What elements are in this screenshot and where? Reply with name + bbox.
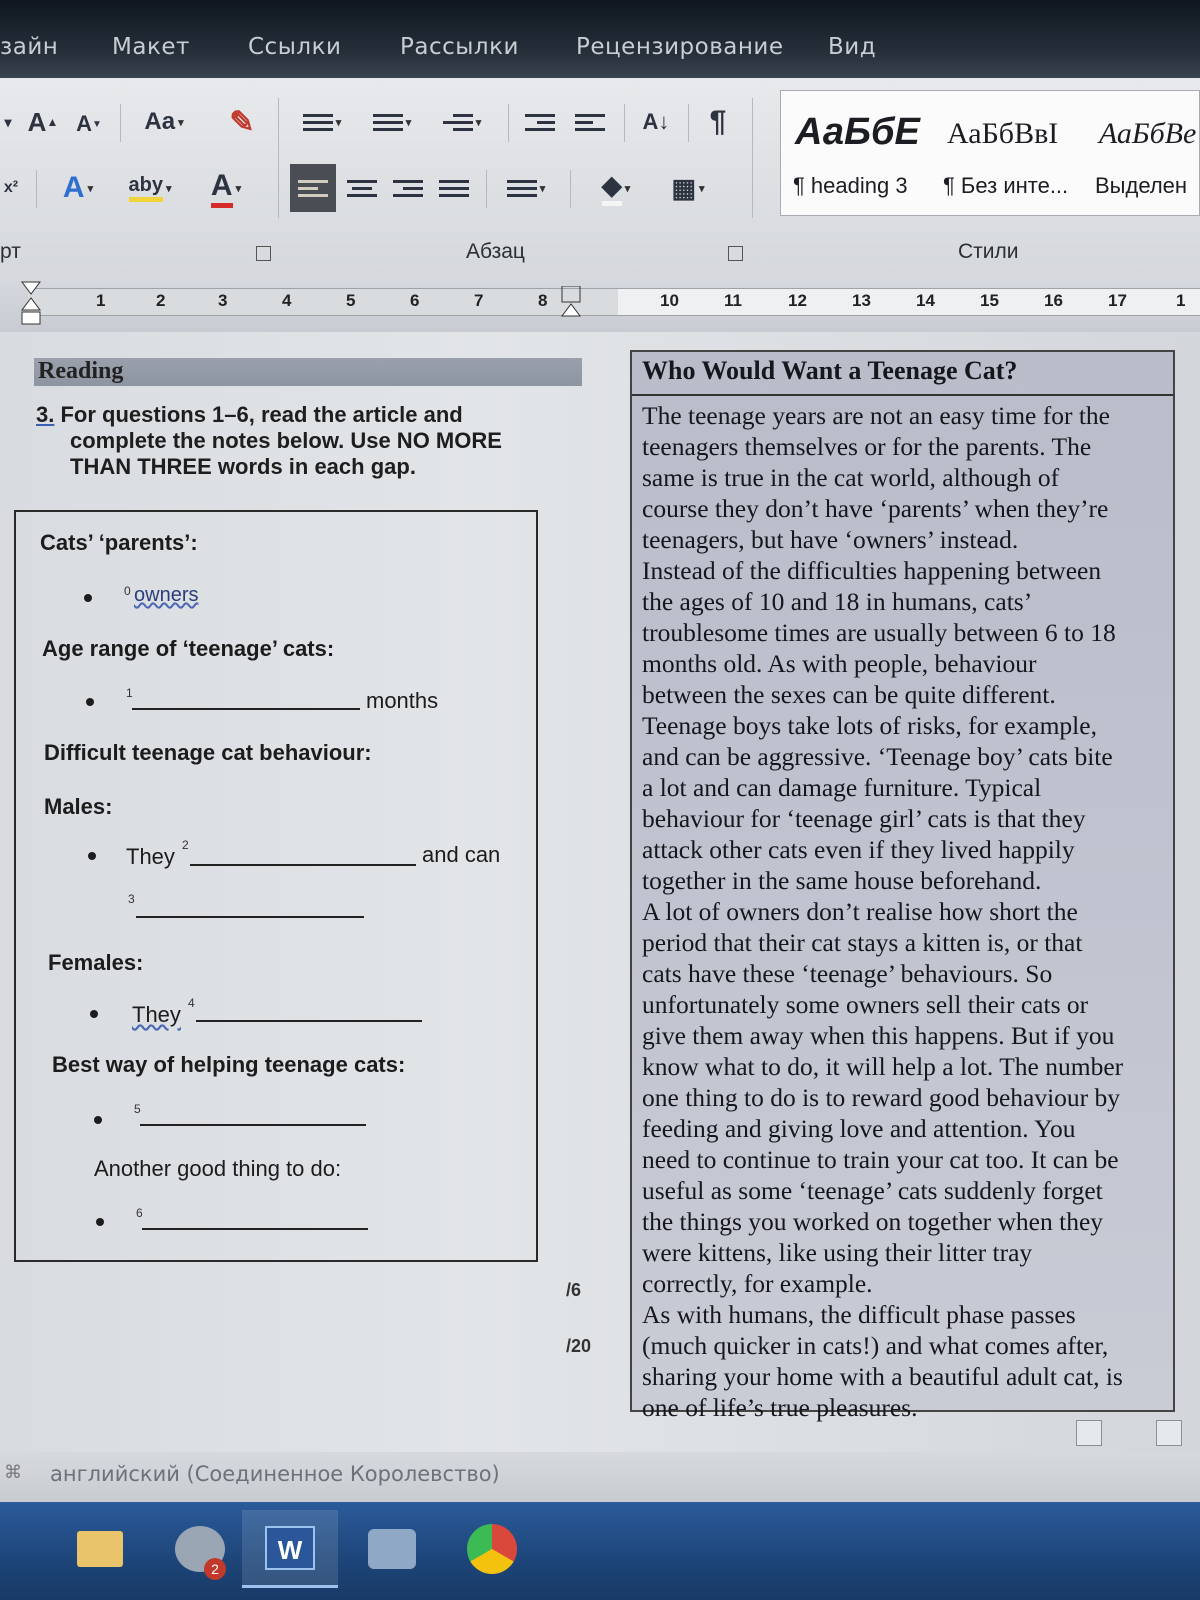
ruler-tick: 6 [410,291,420,310]
article-line: A lot of owners don’t realise how short the [642,897,1078,926]
article-line: useful as some ‘teenage’ cats suddenly forget [642,1176,1103,1205]
ruler-tick: 5 [346,291,356,310]
ruler-tick: 1 [96,291,106,310]
article-line: attack other cats even if they lived happily [642,835,1075,864]
ribbon-tab-bar [0,0,1200,78]
change-case-label: Aa [144,108,176,135]
style-name-heading3[interactable]: ¶ heading 3 [793,173,908,198]
answer-gap-5[interactable] [140,1124,366,1126]
note-months: months [366,688,439,713]
separator [36,170,37,208]
article-line: teenagers, but have ‘owners’ instead. [642,525,1019,554]
increase-indent-button[interactable] [570,102,610,142]
note-females: Females: [48,950,144,975]
tab-references[interactable]: Ссылки [248,34,342,60]
decrease-indent-button[interactable] [520,102,560,142]
note-age-range: Age range of ‘teenage’ cats: [42,636,335,661]
notification-badge: 2 [204,1558,226,1580]
answer-gap-4[interactable] [196,1020,422,1022]
clear-formatting-button[interactable] [222,102,262,142]
styles-gallery [780,90,1200,216]
article-box [630,350,1175,1422]
article-line: a lot and can damage furniture. Typical [642,773,1042,802]
gap-number: 2 [182,838,189,852]
read-mode-icon[interactable] [1076,1420,1102,1446]
article-line: between the sexes can be quite different. [642,680,1056,709]
answer-gap-3[interactable] [136,916,364,918]
article-line: one of life’s true pleasures. [642,1393,918,1422]
sort-button[interactable] [636,102,676,142]
tab-design[interactable]: зайн [0,34,59,60]
superscript-button[interactable] [0,168,22,208]
borders-icon: ▦ [671,172,697,203]
document-page[interactable] [0,332,1200,1452]
note-they-female: They [132,1002,181,1027]
article-line: sharing your home with a beautiful adult cat, is [642,1362,1123,1391]
bullets-icon [303,110,333,135]
ruler-tick: 16 [1044,291,1063,310]
gap-number: 4 [188,996,195,1010]
pilcrow-icon: ¶ [709,105,727,138]
change-case-button[interactable]: Aa ▾ [144,108,184,135]
decrease-indent-icon [525,110,555,135]
article-line: one thing to do is to reward good behaviour by [642,1083,1121,1112]
article-line: period that their cat stays a kitten is, or that [642,928,1083,957]
article-line: the ages of 10 and 18 in humans, cats’ [642,587,1033,616]
article-line: teenagers themselves or for the parents. The [642,432,1092,461]
ruler-tick: 14 [916,291,935,310]
multilevel-list-button[interactable]: ▾ [430,102,494,142]
ruler-strip [28,288,1200,316]
grow-font-button[interactable]: A ▲ [27,106,59,137]
eraser-icon: ✎ [229,105,255,139]
separator [508,104,509,142]
app-icon [368,1529,416,1569]
tab-mailings[interactable]: Рассылки [400,34,519,60]
article-line: feeding and giving love and attention. You [642,1114,1076,1143]
text-effects-button[interactable]: A ▾ [62,171,94,204]
gap-number: 5 [134,1102,141,1116]
article-line: same is true in the cat world, although of [642,463,1060,492]
note-cats-parents: Cats’ ‘parents’: [40,530,198,555]
bullet [84,594,92,602]
bullet [94,1116,102,1124]
article-line: troublesome times are usually between 6 to 18 [642,618,1116,647]
ruler-tick: 3 [218,291,228,310]
article-line: and can be aggressive. ‘Teenage boy’ cats bite [642,742,1113,771]
highlighter-icon: aby [129,174,163,202]
taskbar-app[interactable] [344,1510,440,1588]
article-line: (much quicker in cats!) and what comes after, [642,1331,1109,1360]
note-they: They [126,844,175,869]
task-instructions [36,402,556,480]
tab-view[interactable]: Вид [828,34,877,60]
chrome-icon [467,1524,517,1574]
section-heading-bar [34,358,582,386]
font-dialog-launcher-icon[interactable] [256,246,271,261]
align-left-button[interactable] [290,164,336,212]
multilevel-list-icon [443,110,473,135]
ruler-tick: 12 [788,291,807,310]
instructions-line2: complete the notes below. Use NO MORE [70,428,502,453]
ruler-tick: 2 [156,291,166,310]
taskbar-word[interactable] [242,1510,338,1588]
tab-review[interactable]: Рецензирование [576,34,784,60]
article-line: correctly, for example. [642,1269,873,1298]
word-icon: W [265,1526,315,1570]
ruler-text-area [28,289,618,315]
justify-icon [439,176,469,201]
numbering-button[interactable]: ▾ [360,102,424,142]
task-number: 3. [36,402,55,427]
article-line: months old. As with people, behaviour [642,649,1037,678]
article-line: course they don’t have ‘parents’ when they’re [642,494,1109,523]
align-right-button[interactable] [388,168,428,208]
paragraph-dialog-launcher-icon[interactable] [728,246,743,261]
answer-gap-2[interactable] [190,864,416,866]
increase-indent-icon [575,110,605,135]
article-title: Who Would Want a Teenage Cat? [642,356,1018,385]
ruler-tick: 7 [474,291,484,310]
article-line: give them away when this happens. But if you [642,1021,1115,1050]
gap-number: 1 [126,686,133,700]
style-preview-heading[interactable]: АаБбЕ [795,111,920,153]
folder-icon [77,1531,123,1567]
gap-number: 3 [128,892,135,906]
article-body [642,400,1167,1423]
gap-number: 0 [124,584,131,598]
align-center-button[interactable] [342,168,382,208]
bullet [96,1218,104,1226]
font-group-label: рт [0,240,21,263]
highlight-button[interactable]: aby ▾ [118,168,182,208]
styles-group-label: Стили [958,240,1019,263]
ruler-tick: 4 [282,291,292,310]
borders-button[interactable]: ▦ ▾ [671,172,705,203]
separator [688,104,689,142]
note-males: Males: [44,794,113,819]
separator [624,104,625,142]
ruler-tick: 11 [724,291,742,310]
show-formatting-button[interactable] [700,102,736,142]
justify-button[interactable] [434,168,474,208]
line-spacing-button[interactable]: ▾ [496,168,556,208]
indent-marker-icon[interactable] [20,280,42,326]
style-name-emphasis[interactable]: Выделен [1095,173,1188,198]
example-answer: owners [134,584,199,606]
article-line: behaviour for ‘teenage girl’ cats is that they [642,804,1086,833]
shrink-font-button[interactable]: A ▼ [76,111,102,136]
instructions-line3: THAN THREE words in each gap. [70,454,416,479]
separator [486,170,487,208]
article-line: The teenage years are not an easy time for the [642,401,1110,430]
answer-gap-1[interactable] [132,708,360,710]
align-right-icon [393,176,423,201]
shading-button[interactable]: ◆ ▾ [584,168,648,208]
notes-box [14,510,538,1262]
font-size-dropdown-icon[interactable]: ▾ [4,113,12,130]
bullet [90,1010,98,1018]
ruler-tick: 1 [1176,291,1186,310]
note-and-can: and can [422,842,501,867]
article-line: the things you worked on together when they [642,1207,1104,1236]
article-line: Instead of the difficulties happening between [642,556,1102,585]
article-line: know what to do, it will help a lot. The number [642,1052,1124,1081]
taskbar-chat-app[interactable] [152,1510,248,1588]
sort-icon: A↓ [642,109,670,134]
horizontal-ruler[interactable] [0,276,1200,332]
separator [278,98,279,218]
separator [752,98,753,218]
bullets-button[interactable]: ▾ [290,102,354,142]
ruler-tick: 17 [1108,291,1127,310]
article-line: together in the same house beforehand. [642,866,1042,895]
line-spacing-icon [507,176,537,201]
article-divider [632,394,1173,396]
article-line: cats have these ‘teenage’ behaviours. So [642,959,1053,988]
bullet [86,698,94,706]
article-line: As with humans, the difficult phase passes [642,1300,1076,1329]
paint-bucket-icon: ◆ [602,170,622,206]
align-left-icon [298,176,328,201]
right-indent-marker-icon[interactable] [560,286,582,320]
style-preview-emphasis[interactable]: АаБбВе [1099,117,1197,150]
ruler-tick: 8 [538,291,548,310]
font-color-button[interactable]: A ▾ [196,168,256,208]
numbering-icon [373,110,403,135]
status-bar [0,1452,1200,1502]
taskbar-file-explorer[interactable] [52,1510,148,1588]
taskbar [0,1502,1200,1600]
article-line: were kittens, like using their litter tray [642,1238,1033,1267]
font-color-icon: A [211,169,233,208]
tab-layout[interactable]: Макет [112,34,190,60]
total-score: /20 [566,1336,592,1356]
print-layout-icon[interactable] [1156,1420,1182,1446]
answer-gap-6[interactable] [142,1228,368,1230]
bullet [88,852,96,860]
text-effects-icon: A [62,171,85,204]
note-another-good-thing: Another good thing to do: [94,1156,342,1181]
instructions-line1: For questions 1–6, read the article and [60,402,463,427]
shrink-font-icon: A [76,111,92,136]
ruler-tick: 15 [980,291,999,310]
proofing-icon[interactable]: ⌘ [4,1462,22,1482]
article-line: unfortunately some owners sell their cats or [642,990,1089,1019]
note-difficult-behaviour: Difficult teenage cat behaviour: [44,740,372,765]
grow-font-icon: A [27,106,47,137]
taskbar-chrome[interactable] [444,1510,540,1588]
paragraph-group-label: Абзац [466,240,525,263]
ruler-tick: 13 [852,291,871,310]
style-preview-no-spacing[interactable]: АаБбВвІ [947,117,1059,150]
article-line: Teenage boys take lots of risks, for example, [642,711,1097,740]
separator [120,104,121,142]
note-best-way: Best way of helping teenage cats: [52,1052,406,1077]
ruler-tick: 10 [660,291,679,310]
style-name-no-spacing[interactable]: ¶ Без инте... [943,173,1069,198]
section-score: /6 [566,1280,582,1300]
section-title: Reading [38,358,124,384]
language-indicator[interactable]: английский (Соединенное Королевство) [50,1462,500,1486]
ribbon-panel [0,78,1200,276]
align-center-icon [347,176,377,201]
separator [570,170,571,208]
gap-number: 6 [136,1206,143,1220]
superscript-icon: x² [3,179,19,196]
article-line: need to continue to train your cat too. It can be [642,1145,1119,1174]
